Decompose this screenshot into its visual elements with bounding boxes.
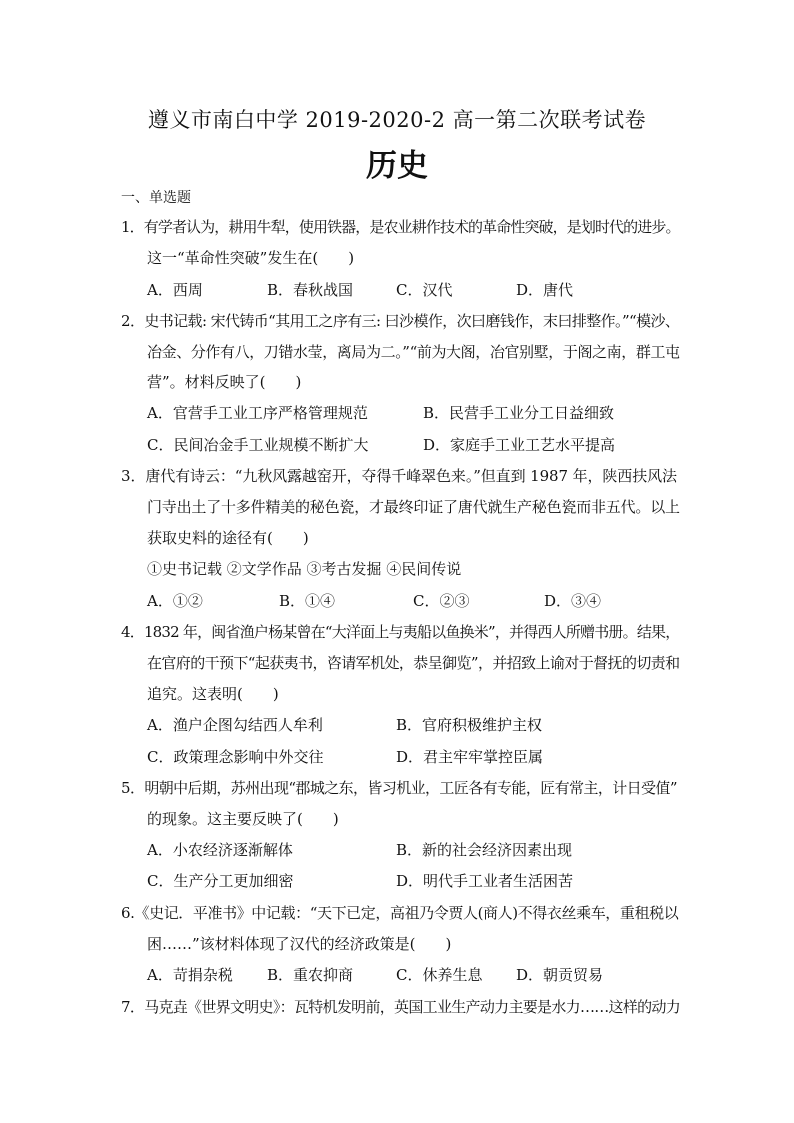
q4-option-b: B．官府积极维护主权 bbox=[396, 716, 543, 734]
q2-option-a: A．官营手工业工序严格管理规范 bbox=[147, 404, 368, 422]
q2-option-c: C．民间冶金手工业规模不断扩大 bbox=[147, 436, 369, 454]
question-4-line-3: 追究。这表明( ) bbox=[147, 685, 279, 703]
q4-option-d: D．君主牢牢掌控臣属 bbox=[396, 748, 544, 766]
q2-option-b: B．民营手工业分工日益细致 bbox=[423, 404, 615, 422]
q3-option-c: C．②③ bbox=[413, 592, 470, 610]
question-4-line-2: 在官府的干预下“起获夷书，咨请军机处，恭呈御览”，并招致上谕对于督抚的切责和 bbox=[147, 654, 680, 672]
question-1-line-1: 1．有学者认为，耕用牛犁，使用铁器，是农业耕作技术的革命性突破，是划时代的进步。 bbox=[121, 218, 680, 236]
question-2-line-3: 营”。材料反映了( ) bbox=[147, 373, 302, 391]
question-2-line-2: 冶金、分作有八，刀错水莹，离局为二。”“前为大阁，冶官别墅，于阁之南，群工屯 bbox=[147, 343, 680, 361]
exam-title: 遵义市南白中学 2019-2020-2 高一第二次联考试卷 bbox=[147, 108, 647, 132]
question-3-line-2: 门寺出土了十多件精美的秘色瓷，才最终印证了唐代就生产秘色瓷而非五代。以上 bbox=[147, 498, 680, 516]
q3-option-b: B．①④ bbox=[279, 592, 336, 610]
question-4-line-1: 4．1832 年，闽省渔户杨某曾在“大洋面上与夷船以鱼换米”，并得西人所赠书册。结果， bbox=[121, 623, 680, 641]
question-3-line-1: 3．唐代有诗云：“九秋风露越窑开，夺得千峰翠色来。”但直到 1987 年，陕西扶风法 bbox=[121, 467, 677, 485]
q1-option-d: D．唐代 bbox=[516, 281, 574, 299]
q4-option-c: C．政策理念影响中外交往 bbox=[147, 748, 324, 766]
section-heading: 一、单选题 bbox=[121, 190, 191, 206]
q6-option-b: B．重农抑商 bbox=[267, 966, 354, 984]
question-1-line-2: 这一“革命性突破”发生在( ) bbox=[147, 249, 355, 267]
question-6-line-2: 困……”该材料体现了汉代的经济政策是( ) bbox=[147, 935, 452, 953]
q6-option-a: A．苛捐杂税 bbox=[147, 966, 233, 984]
question-3-line-4: ①史书记载 ②文学作品 ③考古发掘 ④民间传说 bbox=[147, 560, 462, 578]
question-2-line-1: 2．史书记载: 宋代铸币“其用工之序有三: 曰沙模作，次曰磨钱作，末曰排整作。”“模沙、 bbox=[121, 312, 680, 330]
q5-option-b: B．新的社会经济因素出现 bbox=[396, 841, 573, 859]
q5-option-a: A．小农经济逐渐解体 bbox=[147, 841, 293, 859]
q3-option-a: A．①② bbox=[147, 592, 203, 610]
question-3-line-3: 获取史料的途径有( ) bbox=[147, 529, 309, 547]
question-5-line-2: 的现象。这主要反映了( ) bbox=[147, 810, 339, 828]
q4-option-a: A．渔户企图勾结西人牟利 bbox=[147, 716, 323, 734]
q2-option-d: D．家庭手工业工艺水平提高 bbox=[423, 436, 616, 454]
q1-option-b: B．春秋战国 bbox=[267, 281, 354, 299]
q6-option-c: C．休养生息 bbox=[396, 966, 483, 984]
q1-option-a: A．西周 bbox=[147, 281, 203, 299]
q5-option-c: C．生产分工更加细密 bbox=[147, 872, 294, 890]
q3-option-d: D．③④ bbox=[544, 592, 602, 610]
q6-option-d: D．朝贡贸易 bbox=[516, 966, 604, 984]
question-5-line-1: 5．明朝中后期，苏州出现“郡城之东，皆习机业，工匠各有专能，匠有常主，计日受值” bbox=[121, 779, 677, 797]
question-6-line-1: 6.《史记．平准书》中记载：“天下已定，高祖乃令贾人(商人)不得衣丝乘车，重租税以 bbox=[121, 904, 679, 922]
q1-option-c: C．汉代 bbox=[396, 281, 453, 299]
subject-title: 历史 bbox=[366, 148, 428, 184]
q5-option-d: D．明代手工业者生活困苦 bbox=[396, 872, 574, 890]
question-7-line-1: 7．马克垚《世界文明史》：瓦特机发明前，英国工业生产动力主要是水力……这样的动力 bbox=[121, 998, 681, 1016]
